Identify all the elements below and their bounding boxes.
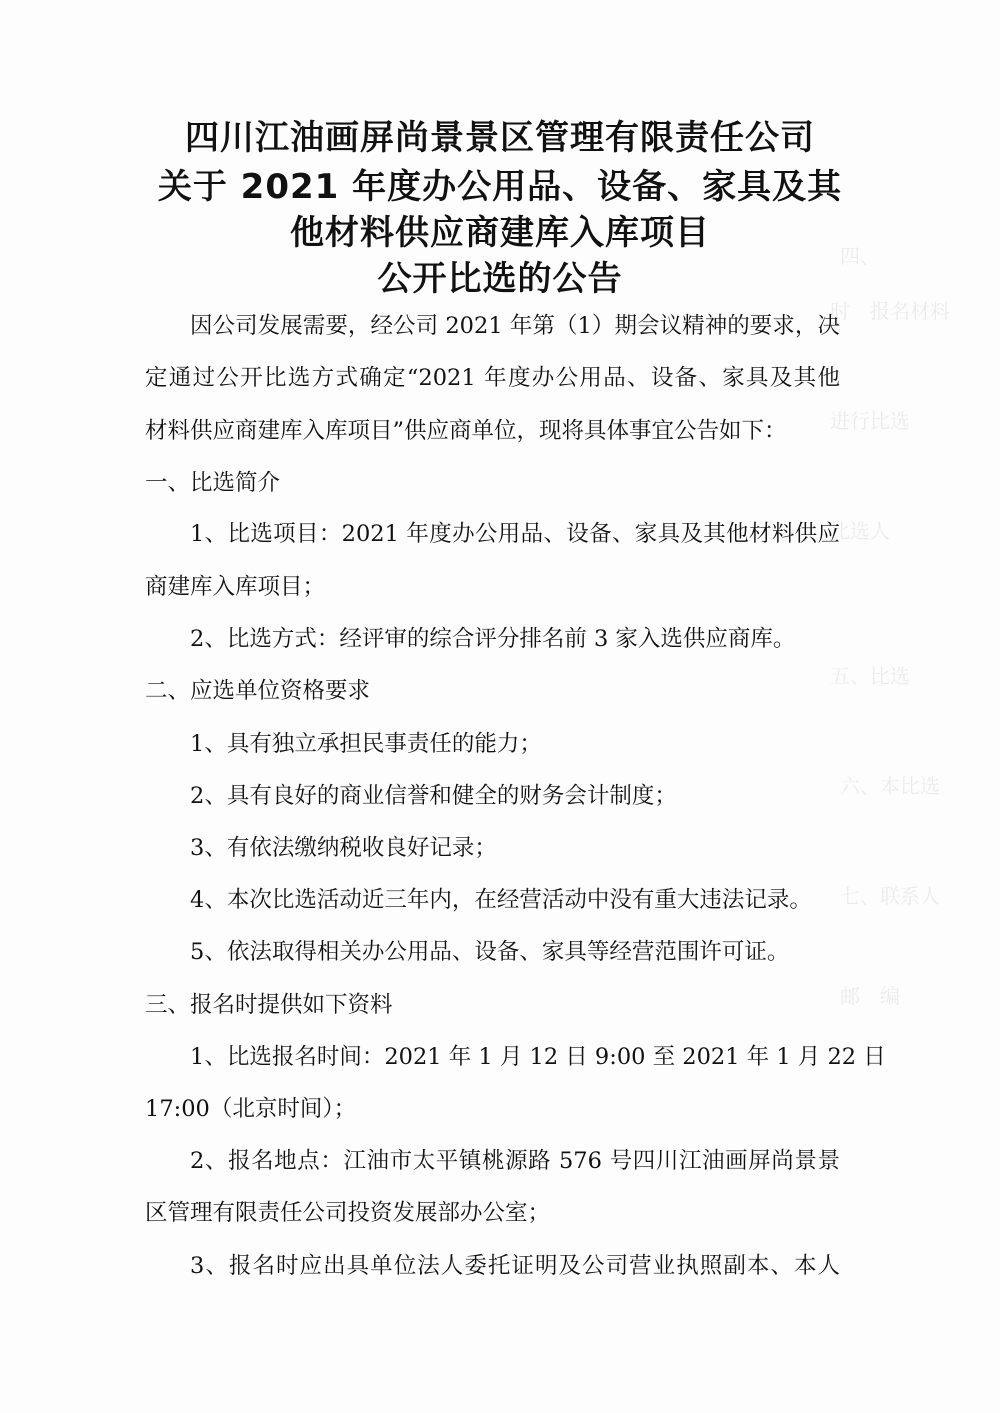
bleed-through-texture: 四、 时 报名材料 进行比选 比选人 五、比选 六、本比选 七、联系人 邮 编	[830, 244, 960, 1008]
section-heading-1: 一、比选简介	[145, 470, 281, 496]
intro-line-1: 因公司发展需要，经公司 2021 年第（1）期会议精神的要求，决	[190, 313, 840, 339]
section2-item-4: 4、本次比选活动近三年内，在经营活动中没有重大违法记录。	[190, 887, 812, 913]
section-heading-3: 三、报名时提供如下资料	[145, 992, 393, 1018]
section2-item-2: 2、具有良好的商业信誉和健全的财务会计制度；	[190, 783, 677, 809]
document-title-line-4: 公开比选的公告	[377, 259, 623, 299]
document-title-line-1: 四川江油画屏尚景景区管理有限责任公司	[185, 118, 815, 158]
section3-item1-line-2: 17:00（北京时间）；	[145, 1096, 357, 1122]
section3-item2-line-2: 区管理有限责任公司投资发展部办公室；	[145, 1200, 551, 1226]
section1-item1-line-1: 1、比选项目：2021 年度办公用品、设备、家具及其他材料供应	[190, 521, 840, 547]
document-title-line-3: 他材料供应商建库入库项目	[290, 213, 710, 253]
section2-item-1: 1、具有独立承担民事责任的能力；	[190, 731, 542, 757]
intro-line-3: 材料供应商建库入库项目”供应商单位，现将具体事宜公告如下：	[145, 418, 787, 444]
section-heading-2: 二、应选单位资格要求	[145, 678, 371, 704]
section1-item2: 2、比选方式：经评审的综合评分排名前 3 家入选供应商库。	[190, 626, 796, 652]
intro-line-2: 定通过公开比选方式确定“2021 年度办公用品、设备、家具及其他	[145, 365, 840, 391]
section2-item-5: 5、依法取得相关办公用品、设备、家具等经营范围许可证。	[190, 939, 790, 965]
section3-item1-line-1: 1、比选报名时间：2021 年 1 月 12 日 9:00 至 2021 年 1 月 22 日	[190, 1044, 886, 1070]
section1-item1-line-2: 商建库入库项目；	[145, 574, 326, 600]
document-title-line-2: 关于 2021 年度办公用品、设备、家具及其	[157, 167, 843, 207]
section3-item2-line-1: 2、报名地点：江油市太平镇桃源路 576 号四川江油画屏尚景景	[190, 1148, 840, 1174]
section3-item3-line-1: 3、报名时应出具单位法人委托证明及公司营业执照副本、本人	[190, 1253, 840, 1279]
section2-item-3: 3、有依法缴纳税收良好记录；	[190, 835, 497, 861]
